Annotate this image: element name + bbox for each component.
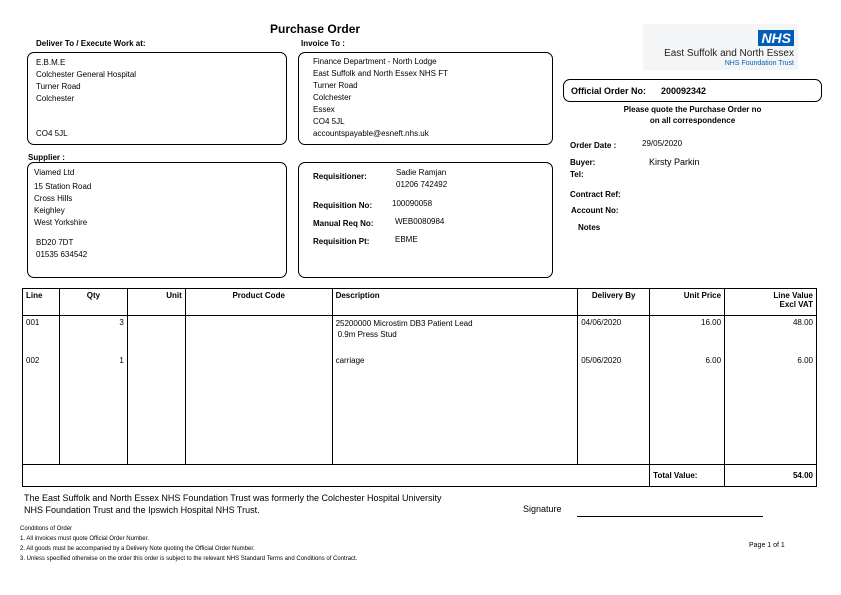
quote-notice: Please quote the Purchase Order no on all correspondence — [623, 105, 762, 125]
deliver-box: E.B.M.E Colchester General Hospital Turner Road Colchester CO4 5JL — [27, 52, 287, 145]
order-number-box: Official Order No: 200092342 — [563, 79, 822, 102]
total-row: Total Value: 54.00 — [23, 465, 817, 487]
table-row: 001 3 25200000 Microstim DB3 Patient Lead 0.9m Press Stud 04/06/2020 16.00 48.00 — [23, 316, 817, 354]
buyer-name: Kirsty Parkin — [649, 157, 700, 167]
page-number: Page 1 of 1 — [749, 542, 785, 549]
deliver-label: Deliver To / Execute Work at: — [36, 39, 146, 48]
nhs-logo: NHS East Suffolk and North Essex NHS Foundation Trust — [643, 24, 798, 70]
invoice-address: Finance Department - North Lodge East Suffolk and North Essex NHS FT Turner Road Colchester Essex CO4 5JL accountspayable@esneft.nhs.uk — [313, 57, 449, 138]
order-date: 29/05/2020 — [642, 139, 683, 148]
total-value: 54.00 — [725, 465, 817, 487]
page-title: Purchase Order — [270, 22, 361, 36]
trust-note: The East Suffolk and North Essex NHS Foundation Trust was formerly the Colchester Hospital University NHS Foundation Trust and the Ipswich Hospital NHS Trust. — [24, 493, 442, 515]
supplier-label: Supplier : — [28, 153, 65, 162]
supplier-box: Viamed Ltd 15 Station Road Cross Hills Keighley West Yorkshire BD20 7DT 01535 634542 — [27, 162, 287, 278]
requisition-box: Requisitioner: Sadie Ramjan 01206 742492 Requisition No: 100090058 Manual Req No: WEB0080984 Requisition Pt: EBME — [298, 162, 553, 278]
table-header: Line Qty Unit Product Code Description Delivery By Unit Price Line Value Excl VAT — [23, 289, 817, 316]
deliver-address: E.B.M.E Colchester General Hospital Turner Road Colchester — [36, 58, 137, 103]
table-row: 002 1 carriage 05/06/2020 6.00 6.00 — [23, 354, 817, 465]
signature-line — [577, 516, 763, 517]
invoice-label: Invoice To : — [301, 39, 345, 48]
order-number: 200092342 — [661, 86, 707, 96]
conditions: Conditions of Order 1. All invoices must quote Official Order Number. 2. All goods must be accompanied by a Delivery Note quoting the Official Order Number. 3. Unless specified otherwise on the order this order is subject to the relevant NHS Standard Terms and Conditions of Contract. — [20, 526, 358, 562]
invoice-box — [298, 52, 553, 145]
purchase-order-page: Purchase Order NHS East Suffolk and North Essex NHS Foundation Trust Deliver To / Execute Work at: Invoice To : E.B.M.E Colchester General Hospital Turner Road Colchester CO4 5JL Finance Department - North Lodge East Suffolk and North Essex NHS FT Turner Road Colchester Essex CO4 5JL accountspayable@esneft.nhs.uk Official Order No: 200092342 Please quote the Purchase Order no on all correspondence Order Date : 29/05/2020 Buyer: Kirsty Parkin Tel: Contract Ref: Account No: Notes Supplier : Viamed Ltd 15 Station Road Cross Hills Keighley West Yorkshire BD20 7DT 01535 634542 Requisitioner: Sadie Ramjan 01206 742492 Requisition No: 100090058 Manual Req No: WEB0080984 Requisition Pt: EBME Line Qty Unit Product Code Description Delivery By Unit Price Line Value Excl VAT 001 3 25200000 Microstim DB3 Patient Lead 0.9m Press Stud 04/06/2020 16.00 48.00 002 1 carriage 05/06/2020 6.00 6.00 Total Value: 54.00 The East Suffolk and North Essex NHS Foundation Trust was formerly the Colchester Hospital University NHS Foundation Trust and the Ipswich Hospital NHS Trust. Signature Conditions of Order 1. All invoices must quote Official Order Number. 2. All goods must be accompanied by a Delivery Note quoting the Official Order Number. 3. Unless specified otherwise on the order this order is subject to the relevant NHS Standard Terms and Conditions of Contract. Page 1 of 1 — [0, 0, 841, 595]
line-items-table — [22, 288, 817, 487]
